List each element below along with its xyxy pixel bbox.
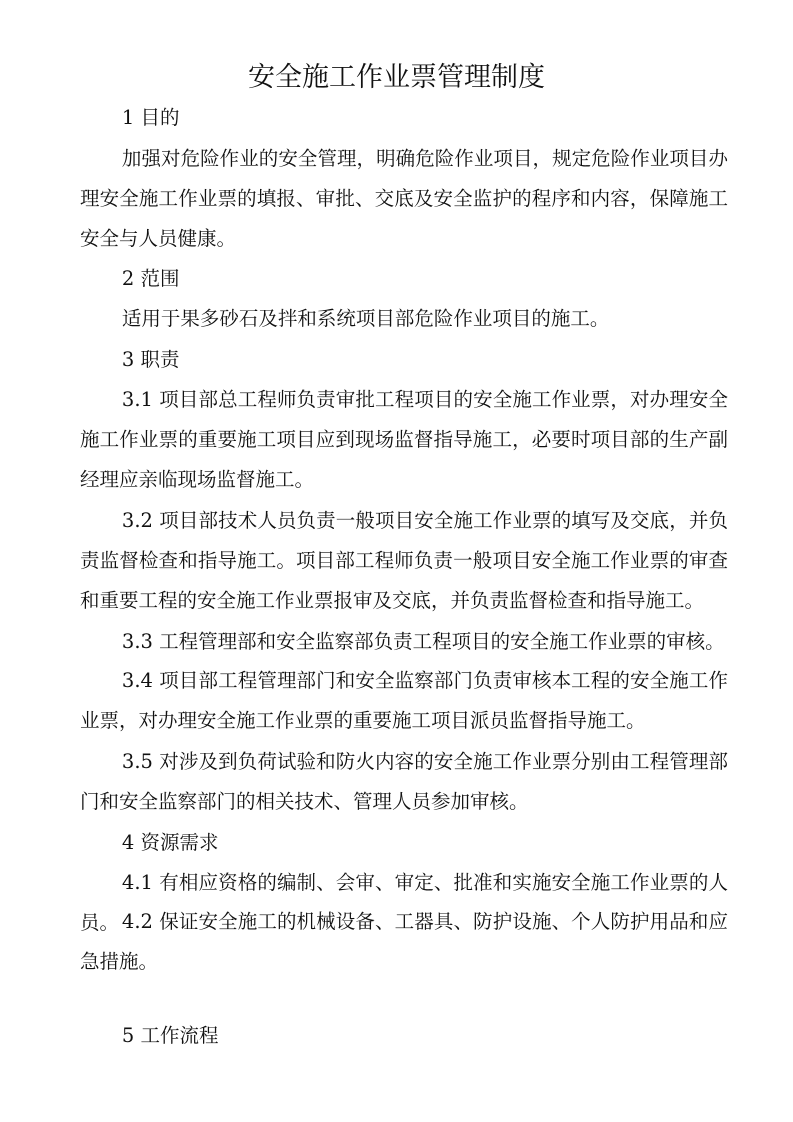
paragraph-3-1: 3.1 项目部总工程师负责审批工程项目的安全施工作业票，对办理安全施工作业票的重要施工项目应到现场监督指导施工，必要时项目部的生产副经理应亲临现场监督施工。 bbox=[80, 388, 728, 491]
paragraph-scope: 适用于果多砂石及拌和系统项目部危险作业项目的施工。 bbox=[121, 307, 610, 330]
paragraph-3-5: 3.5 对涉及到负荷试验和防火内容的安全施工作业票分别由工程管理部门和安全监察部门的相关技术、管理人员参加审核。 bbox=[80, 750, 728, 813]
heading-scope: 2 范围 bbox=[121, 267, 180, 290]
paragraph-3-4: 3.4 项目部工程管理部门和安全监察部门负责审核本工程的安全施工作业票，对办理安全施工作业票的重要施工项目派员监督指导施工。 bbox=[80, 669, 728, 732]
paragraph-purpose: 加强对危险作业的安全管理，明确危险作业项目，规定危险作业项目办理安全施工作业票的填报、审批、交底及安全监护的程序和内容，保障施工安全与人员健康。 bbox=[80, 147, 728, 250]
heading-workflow: 5 工作流程 bbox=[121, 1024, 219, 1047]
paragraph-3-2: 3.2 项目部技术人员负责一般项目安全施工作业票的填写及交底，并负责监督检查和指导施工。项目部工程师负责一般项目安全施工作业票的审查和重要工程的安全施工作业票报审及交底，并负责监督检查和指导施工。 bbox=[80, 509, 728, 612]
paragraph-4-2: 4.2 保证安全施工的机械设备、工器具、防护设施、个人防护用品和应急措施。 bbox=[80, 910, 728, 973]
paragraph-3-3: 3.3 工程管理部和安全监察部负责工程项目的安全施工作业票的审核。 bbox=[121, 630, 725, 653]
paragraph-4-1: 4.1 有相应资格的编制、会审、审定、批准和实施安全施工作业票的人员。 bbox=[80, 871, 728, 934]
document-title: 安全施工作业票管理制度 bbox=[248, 62, 545, 93]
heading-purpose: 1 目的 bbox=[121, 106, 180, 129]
heading-resources: 4 资源需求 bbox=[121, 831, 219, 854]
heading-responsibilities: 3 职责 bbox=[121, 348, 180, 371]
